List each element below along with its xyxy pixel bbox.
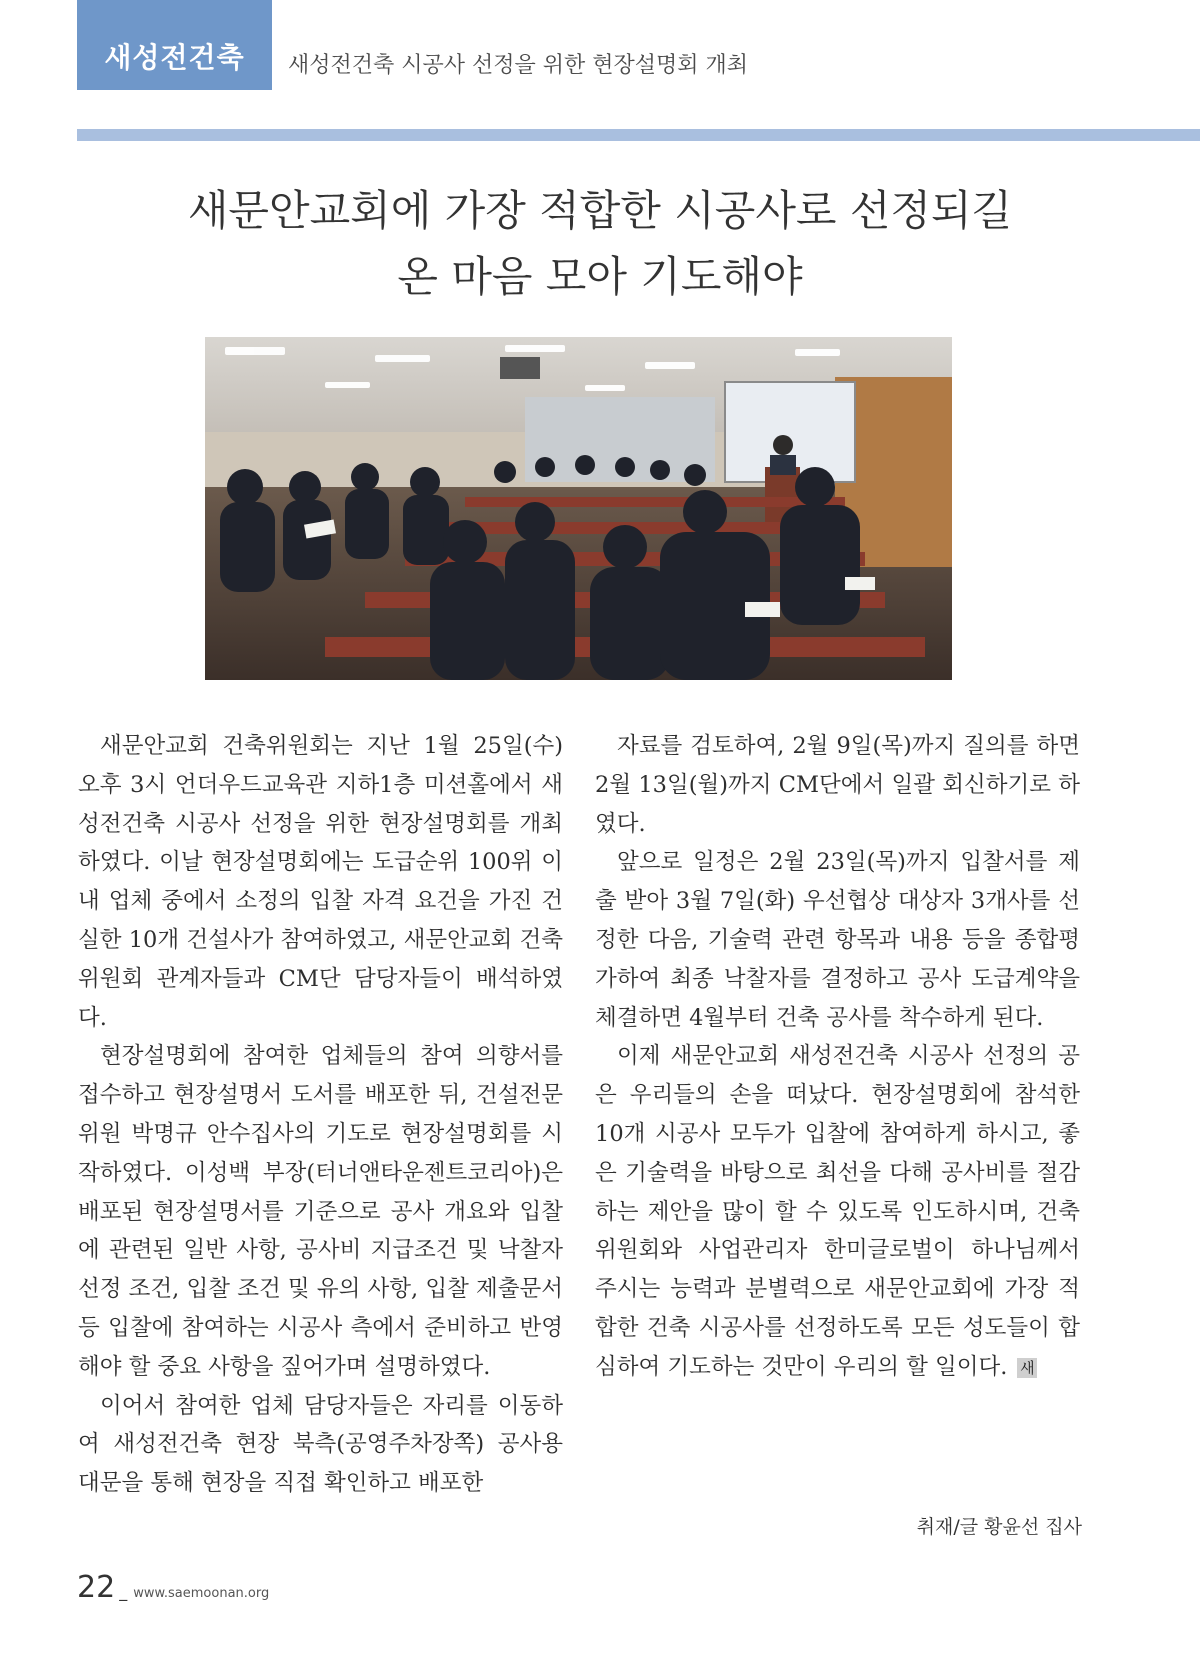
end-mark-icon: 새	[1017, 1358, 1037, 1378]
article-column-left	[78, 727, 563, 1503]
footer-separator: _	[119, 1582, 128, 1601]
byline: 취재/글 황윤선 집사	[916, 1516, 1082, 1538]
headline	[77, 178, 1123, 310]
headline-line-2: 온 마음 모아 기도해야	[397, 252, 803, 301]
footer-url: www.saemoonan.org	[133, 1586, 270, 1601]
briefing-room-photo	[205, 337, 952, 680]
article-paragraph: 앞으로 일정은 2월 23일(목)까지 입찰서를 제출 받아 3월 7일(화) 우선협상 대상자 3개사를 선정한 다음, 기술력 관련 항목과 내용 등을 종합평가하여 최종 낙찰자를 결정하고 공사 도급계약을 체결하면 4월부터 건축 공사를 착수하게 된다.	[595, 849, 1080, 1031]
page-footer	[77, 1570, 269, 1605]
article-paragraph: 자료를 검토하여, 2월 9일(목)까지 질의를 하면 2월 13일(월)까지 CM단에서 일괄 회신하기로 하였다.	[595, 733, 1080, 837]
section-tag	[77, 0, 272, 90]
headline-line-1: 새문안교회에 가장 적합한 시공사로 선정되길	[187, 186, 1013, 235]
article-paragraph: 새문안교회 건축위원회는 지난 1월 25일(수) 오후 3시 언더우드교육관 지하1층 미션홀에서 새성전건축 시공사 선정을 위한 현장설명회를 개최하였다. 이날 현장설명회에는 도급순위 100위 이내 업체 중에서 소정의 입찰 자격 요건을 가진 건실한 10개 건설사가 참여하였고, 새문안교회 건축위원회 관계자들과 CM단 담당자들이 배석하였다.	[78, 733, 563, 1031]
article-paragraph-final	[595, 1037, 1080, 1386]
article-paragraph: 현장설명회에 참여한 업체들의 참여 의향서를 접수하고 현장설명서 도서를 배포한 뒤, 건설전문위원 박명규 안수집사의 기도로 현장설명회를 시작하였다. 이성백 부장(터너앤타운젠트코리아)은 배포된 현장설명서를 기준으로 공사 개요와 입찰에 관련된 일반 사항, 공사비 지급조건 및 낙찰자 선정 조건, 입찰 조건 및 유의 사항, 입찰 제출문서 등 입찰에 참여하는 시공사 측에서 준비하고 반영해야 할 중요 사항을 짚어가며 설명하였다.	[78, 1043, 563, 1380]
header-rule	[77, 129, 1200, 141]
article-paragraph-text: 이제 새문안교회 새성전건축 시공사 선정의 공은 우리들의 손을 떠났다. 현장설명회에 참석한 10개 시공사 모두가 입찰에 참여하게 하시고, 좋은 기술력을 바탕으로 최선을 다해 공사비를 절감하는 제안을 많이 할 수 있도록 인도하시며, 건축위원회와 사업관리자 한미글로벌이 하나님께서 주시는 능력과 분별력으로 새문안교회에 가장 적합한 건축 시공사를 선정하도록 모든 성도들이 합심하여 기도하는 것만이 우리의 할 일이다.	[595, 1043, 1080, 1380]
header-title: 새성전건축 시공사 선정을 위한 현장설명회 개최	[288, 53, 749, 78]
article-paragraph: 이어서 참여한 업체 담당자들은 자리를 이동하여 새성전건축 현장 북측(공영주차장쪽) 공사용 대문을 통해 현장을 직접 확인하고 배포한	[78, 1392, 563, 1497]
article-column-right	[595, 727, 1080, 1387]
section-tag-label: 새성전건축	[104, 41, 245, 74]
page-number: 22	[77, 1570, 116, 1605]
photo-illustration	[205, 337, 952, 680]
